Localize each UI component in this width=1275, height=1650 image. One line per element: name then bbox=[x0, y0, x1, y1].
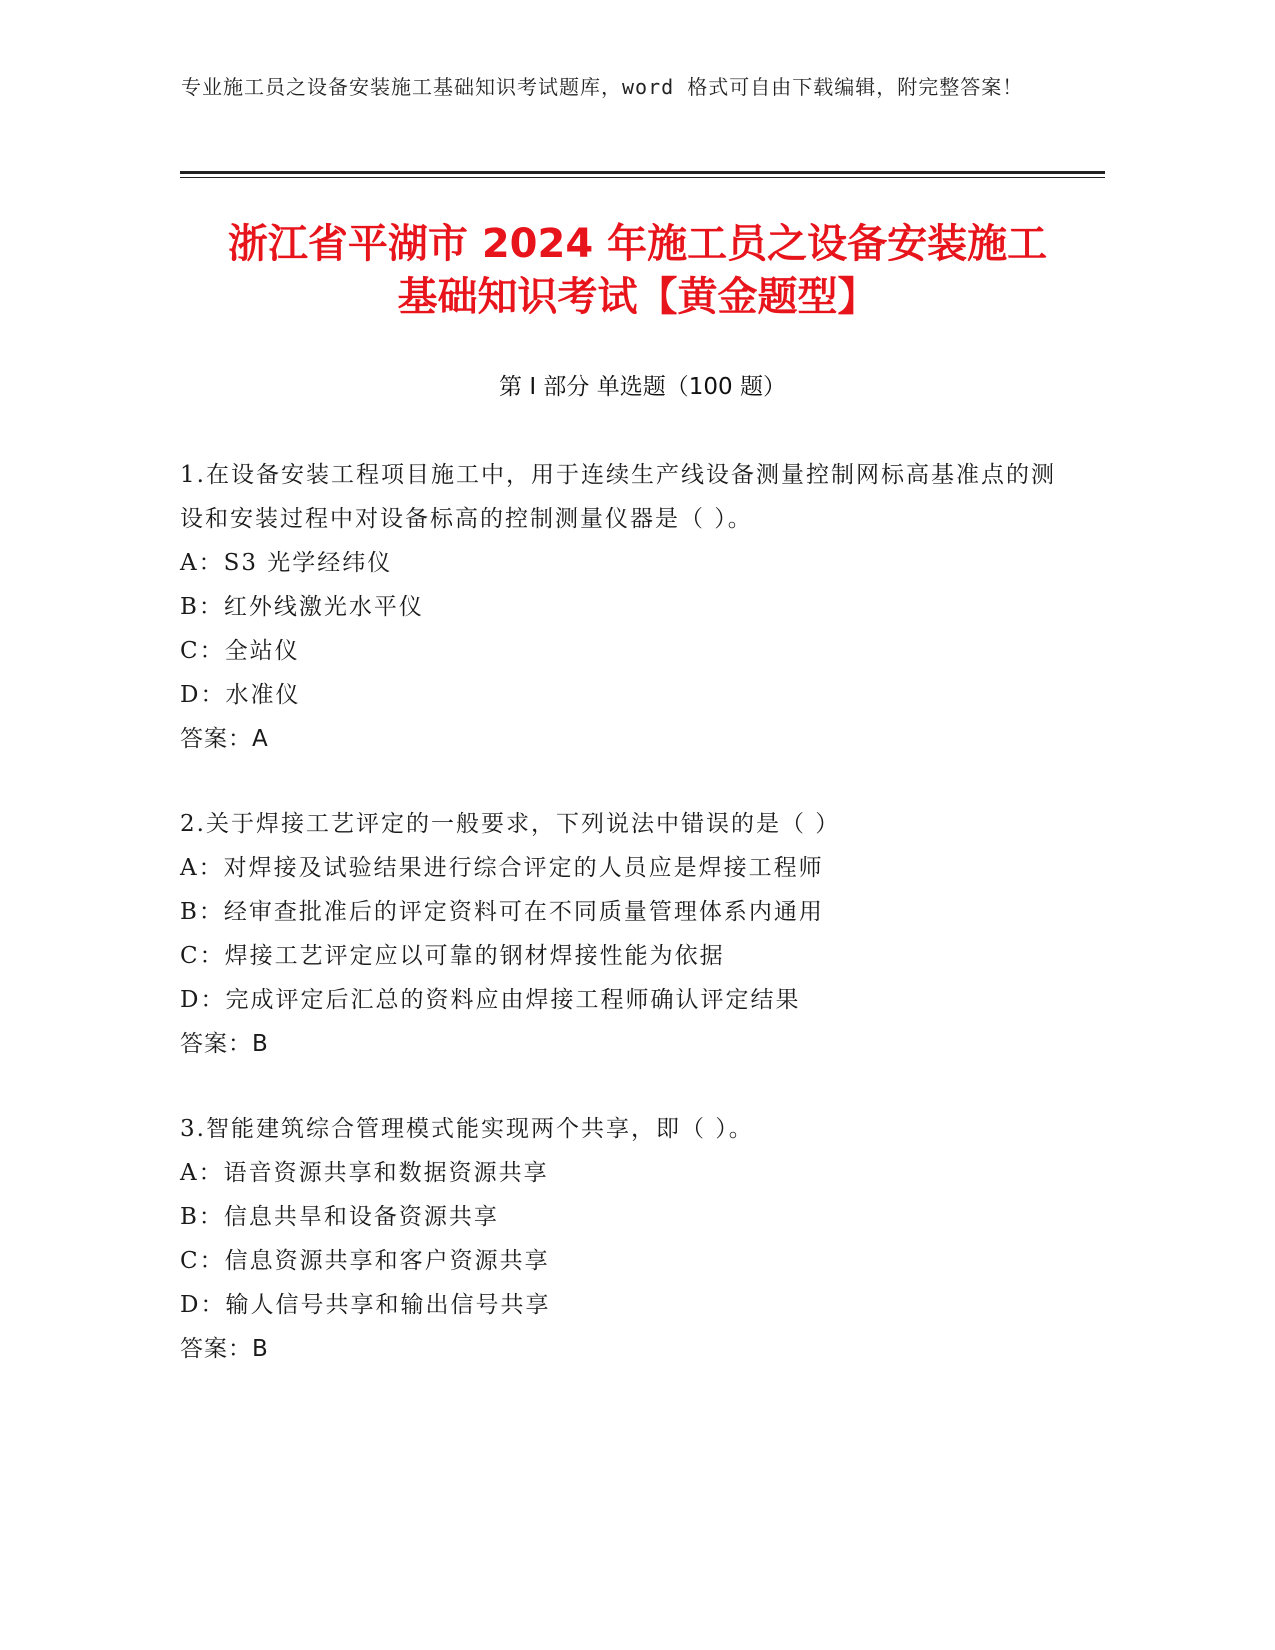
option-d: D：水准仪 bbox=[180, 682, 301, 708]
option-a: A：S3 光学经纬仪 bbox=[180, 550, 393, 576]
page-title-line-2: 基础知识考试【黄金题型】 bbox=[397, 274, 878, 320]
option-a: A：语音资源共享和数据资源共享 bbox=[180, 1160, 549, 1186]
question-2 bbox=[180, 802, 1080, 1066]
option-c: C：全站仪 bbox=[180, 638, 300, 664]
header-divider-thin bbox=[180, 177, 1105, 178]
option-d: D：完成评定后汇总的资料应由焊接工程师确认评定结果 bbox=[180, 987, 801, 1013]
question-3 bbox=[180, 1107, 1080, 1371]
section-heading: 第 I 部分 单选题（100 题） bbox=[499, 374, 786, 400]
header-divider-thick bbox=[180, 171, 1105, 174]
question-stem: 3.智能建筑综合管理模式能实现两个共享，即（ ）。 bbox=[180, 1116, 754, 1142]
question-stem: 1.在设备安装工程项目施工中，用于连续生产线设备测量控制网标高基准点的测设和安装过程中对设备标高的控制测量仪器是（ ）。 bbox=[180, 462, 1056, 532]
answer: 答案：B bbox=[180, 1031, 269, 1057]
option-b: B：经审查批准后的评定资料可在不同质量管理体系内通用 bbox=[180, 899, 824, 925]
answer: 答案：B bbox=[180, 1336, 269, 1362]
option-d: D：输人信号共享和输出信号共享 bbox=[180, 1292, 551, 1318]
page-title-line-1: 浙江省平湖市 2024 年施工员之设备安装施工 bbox=[227, 221, 1048, 267]
answer: 答案：A bbox=[180, 726, 269, 752]
option-c: C：信息资源共享和客户资源共享 bbox=[180, 1248, 550, 1274]
question-stem: 2.关于焊接工艺评定的一般要求，下列说法中错误的是（ ） bbox=[180, 811, 841, 837]
option-c: C：焊接工艺评定应以可靠的钢材焊接性能为依据 bbox=[180, 943, 725, 969]
option-a: A：对焊接及试验结果进行综合评定的人员应是焊接工程师 bbox=[180, 855, 824, 881]
question-1 bbox=[180, 453, 1080, 761]
option-b: B：红外线激光水平仪 bbox=[180, 594, 424, 620]
page-title bbox=[150, 218, 1125, 324]
option-b: B：信息共旱和设备资源共享 bbox=[180, 1204, 499, 1230]
header-note: 专业施工员之设备安装施工基础知识考试题库，word 格式可自由下载编辑，附完整答案！ bbox=[181, 75, 1024, 99]
